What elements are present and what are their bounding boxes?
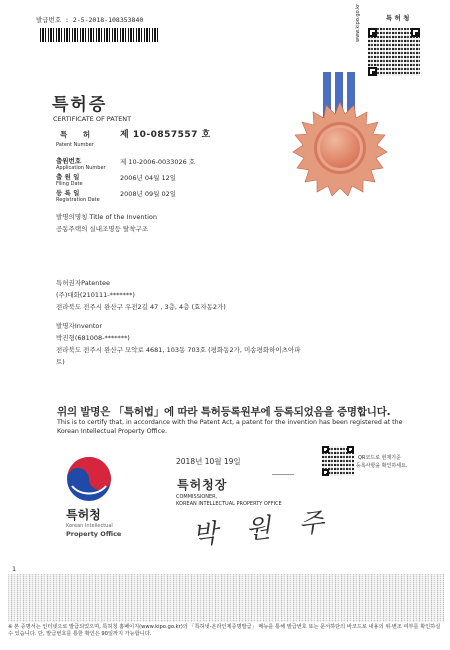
certificate-title-en: CERTIFICATE OF PATENT [53,115,132,123]
invention-title-label: 발명의명칭 Title of the Invention [56,213,157,221]
filing-date-label: 출 원 일 [56,173,80,181]
patentee-address: 전라북도 전주시 완산구 우전2길 47 , 3층, 4층 (효자동2가) [56,303,226,311]
registration-qr-code [322,446,354,476]
kipo-logo-name: 특허청 [66,508,101,522]
qr-caption-line1: QR코드로 현재기준 [358,455,401,461]
kipo-logo-en-line2: Property Office [66,530,122,538]
patentee-name: (주)대화(210111-*******) [56,291,135,299]
commissioner-en-line2: KOREAN INTELLECTUAL PROPERTY OFFICE [176,501,282,507]
patent-number-label-en: Patent Number [56,142,94,148]
office-title: 특허청장 [177,478,228,492]
inventor-name: 박진형(681008-*******) [56,334,130,342]
kipo-logo-en-line1: Korean Intellectual [66,523,113,529]
issue-date: 2018년 10월 19일 [176,457,241,466]
patent-number-label: 특 허 [60,130,91,139]
registration-date-value: 2008년 09월 02일 [120,190,177,198]
commissioner-signature: 박 원 주 [191,506,336,552]
patent-number-value: 제 10-0857557 호 [120,130,211,140]
side-stamp-text: www.kipo.go.kr [355,3,361,42]
filing-date-label-en: Filing Date [56,181,83,187]
certification-statement-ko: 위의 발명은 「특허법」에 따라 특허등록원부에 등록되었음을 증명합니다. [57,406,391,418]
registration-date-label-en: Registration Date [56,197,100,203]
official-seal [292,100,388,196]
kipo-logo-emblem [66,456,112,502]
page-marker: 1 [12,565,17,573]
certification-statement-en-2: Korean Intellectual Property Office. [57,428,167,435]
filing-date-value: 2006년 04월 12일 [120,174,177,182]
issue-barcode [40,28,158,42]
issue-date-underline [272,474,294,475]
inventor-address-line2: 트) [56,358,65,366]
registration-date-label: 등 록 일 [56,189,80,197]
certificate-title-ko: 특허증 [52,95,108,115]
certification-statement-en-1: This is to certify that, in accordance with the Patent Act, a patent for the invention has been registered at the [57,419,403,426]
commissioner-en-line1: COMMISSIONER, [176,494,218,500]
verification-qr-code [368,28,420,76]
application-number-value: 제 10-2006-0033026 호 [120,158,196,166]
issue-number: 발급번호 : 2-5-2018-108353840 [36,16,144,24]
inventor-address-line1: 전라북도 전주시 완산구 모악로 4681, 103동 703호 (평화동2가, 미송평화하이츠아파 [56,346,301,354]
inventor-label: 발명자Inventor [56,322,103,330]
brand-stamp: 특 허 청 [386,14,410,22]
footer-notice: ※ 본 증명서는 인터넷으로 발급되었으며, 특허청 홈페이지(www.kipo.go.kr)의 「특허넷-온라인제증명발급」 메뉴를 통해 발급번호 또는 문서하단의 바코드로 내용의 위·변조 여부를 확인하실 수 있습니다. 단, 발급번호를 통한 확인은 90일까지 가능합니다. [8,624,441,637]
application-number-label: 출원번호 [56,157,82,165]
invention-title-value: 공동주택의 실내조명등 탈착구조 [56,225,149,233]
application-number-label-en: Application Number [56,165,106,171]
patentee-label: 특허권자Patentee [56,279,110,287]
qr-caption-line2: 등록사항을 확인하세요. [356,463,408,469]
security-pattern-strip [8,574,444,622]
